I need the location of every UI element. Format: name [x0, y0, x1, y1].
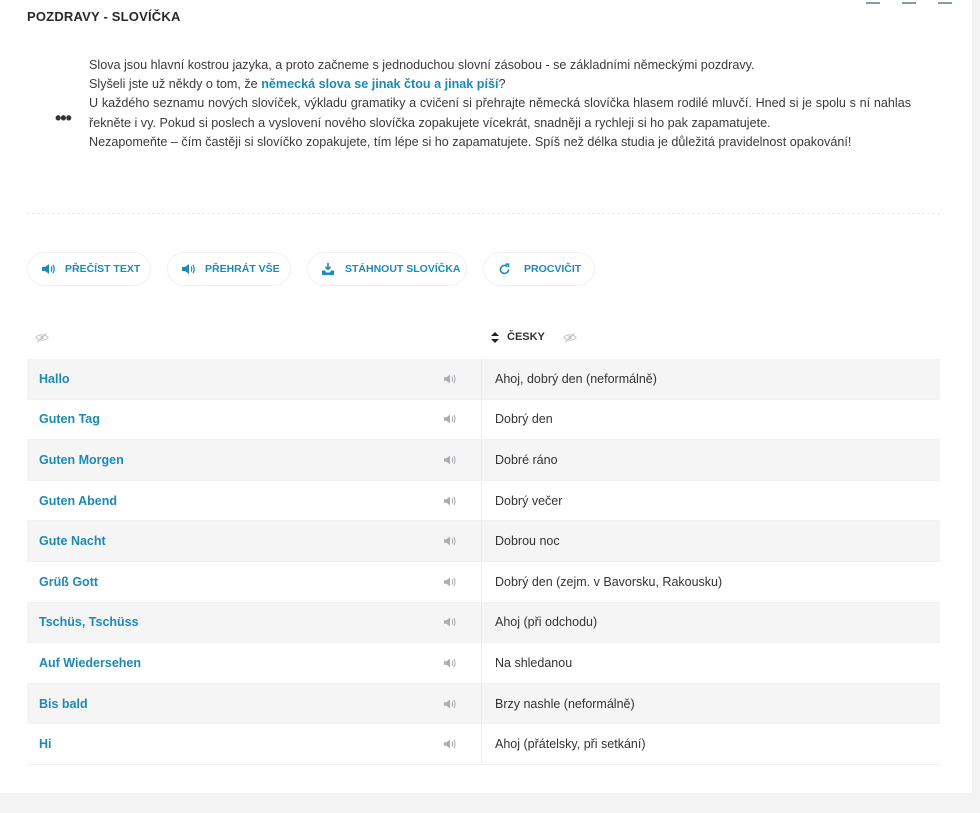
german-word-text: Guten Abend: [39, 493, 118, 508]
german-word-text: Hallo: [39, 371, 70, 386]
german-word-text: Tschüs, Tschüss: [39, 615, 139, 630]
german-word[interactable]: [27, 359, 482, 399]
practice-label: PROCVIČIT: [524, 263, 582, 275]
intro-text-fragment: Slyšeli jste už někdy o tom, že: [89, 77, 262, 92]
german-word-text: Hi: [39, 737, 52, 752]
czech-translation: Dobré ráno: [495, 452, 558, 467]
german-word-text: Bis bald: [39, 696, 88, 711]
german-word-text: Auf Wiedersehen: [39, 655, 141, 670]
more-options-icon[interactable]: •••: [55, 108, 71, 128]
speaker-icon: [181, 263, 195, 275]
pronunciation-link[interactable]: německá slova se jinak čtou a jinak píší: [261, 77, 499, 92]
german-word-text: Guten Tag: [39, 412, 100, 427]
download-label: STÁHNOUT SLOVÍČKA: [345, 263, 461, 275]
read-text-button[interactable]: [27, 252, 151, 286]
intro-paragraph-1: Slova jsou hlavní kostrou jazyka, a proto začneme s jednoduchou slovní zásobou - se základními německými pozdravy.: [89, 58, 755, 72]
german-word-text: Grüß Gott: [39, 574, 99, 589]
divider: [27, 213, 940, 214]
speaker-icon[interactable]: [443, 414, 456, 425]
vocabulary-table: [27, 359, 940, 765]
edit-icon[interactable]: [866, 0, 880, 4]
czech-translation: Ahoj (při odchodu): [495, 615, 598, 630]
play-all-label: PŘEHRÁT VŠE: [205, 263, 280, 275]
czech-translation: Dobrý den (zejm. v Bavorsku, Rakousku): [495, 574, 723, 589]
table-row: [27, 724, 940, 765]
page-title: POZDRAVY - SLOVÍČKA: [27, 9, 181, 24]
practice-button[interactable]: [483, 252, 595, 286]
speaker-icon: [41, 263, 55, 275]
copy-icon[interactable]: [938, 0, 952, 4]
eye-off-icon[interactable]: [35, 332, 49, 343]
intro-paragraph-3: U každého seznamu nových slovíček, výkladu gramatiky a cvičení si přehrajte německá slovíčka hlasem rodilé mluvčí. Hned si je spolu s ní nahlas řekněte i vy. Pokud si poslech a vyslovení nového slovíčka zopakujete vícekrát, snadněji a rychleji si ho pak zapamatujete.: [89, 96, 911, 130]
german-word[interactable]: [27, 521, 482, 561]
german-column-header: [35, 326, 49, 348]
czech-column-label[interactable]: ČESKY: [507, 331, 545, 343]
print-icon[interactable]: [902, 0, 916, 4]
speaker-icon[interactable]: [443, 739, 456, 750]
table-row: [27, 643, 940, 684]
czech-translation: Ahoj, dobrý den (neformálně): [495, 371, 657, 386]
table-row: [27, 603, 940, 644]
table-row: [27, 684, 940, 725]
speaker-icon[interactable]: [443, 454, 456, 465]
german-word[interactable]: [27, 400, 482, 440]
czech-translation: Ahoj (přátelsky, při setkání): [495, 737, 646, 752]
german-word[interactable]: [27, 643, 482, 683]
table-row: [27, 562, 940, 603]
german-word[interactable]: [27, 481, 482, 521]
czech-translation: Dobrý večer: [495, 493, 563, 508]
table-row: [27, 440, 940, 481]
speaker-icon[interactable]: [443, 617, 456, 628]
speaker-icon[interactable]: [443, 576, 456, 587]
play-all-button[interactable]: [167, 252, 291, 286]
german-word-text: Guten Morgen: [39, 452, 124, 467]
german-word[interactable]: [27, 562, 482, 602]
speaker-icon[interactable]: [443, 373, 456, 384]
speaker-icon[interactable]: [443, 698, 456, 709]
download-words-button[interactable]: [307, 252, 467, 286]
table-row: [27, 359, 940, 400]
table-row: [27, 400, 940, 441]
table-row: [27, 481, 940, 522]
refresh-icon: [498, 263, 511, 276]
czech-translation: Na shledanou: [495, 655, 573, 670]
speaker-icon[interactable]: [443, 657, 456, 668]
speaker-icon[interactable]: [443, 536, 456, 547]
german-word[interactable]: [27, 603, 482, 643]
czech-translation: Brzy nashle (neformálně): [495, 696, 635, 711]
eye-off-icon[interactable]: [563, 332, 577, 343]
sort-icon[interactable]: [491, 332, 499, 343]
german-word[interactable]: [27, 724, 482, 764]
czech-column-header: [491, 326, 577, 348]
speaker-icon[interactable]: [443, 495, 456, 506]
top-toolbar-icons: [866, 0, 952, 4]
german-word[interactable]: [27, 440, 482, 480]
german-word[interactable]: [27, 684, 482, 724]
download-icon: [321, 263, 335, 276]
czech-translation: Dobrý den: [495, 412, 553, 427]
read-text-label: PŘEČÍST TEXT: [65, 263, 141, 275]
german-word-text: Gute Nacht: [39, 534, 106, 549]
intro-text-fragment: ?: [498, 77, 506, 92]
intro-paragraph-2: [89, 75, 911, 94]
intro-text: [89, 56, 911, 152]
table-row: [27, 521, 940, 562]
intro-paragraph-4: Nezapomeňte – čím častěji si slovíčko zopakujete, tím lépe si ho zapamatujete. Spíš než délka studia je důležitá pravidelnost opakování!: [89, 134, 852, 149]
czech-translation: Dobrou noc: [495, 534, 560, 549]
